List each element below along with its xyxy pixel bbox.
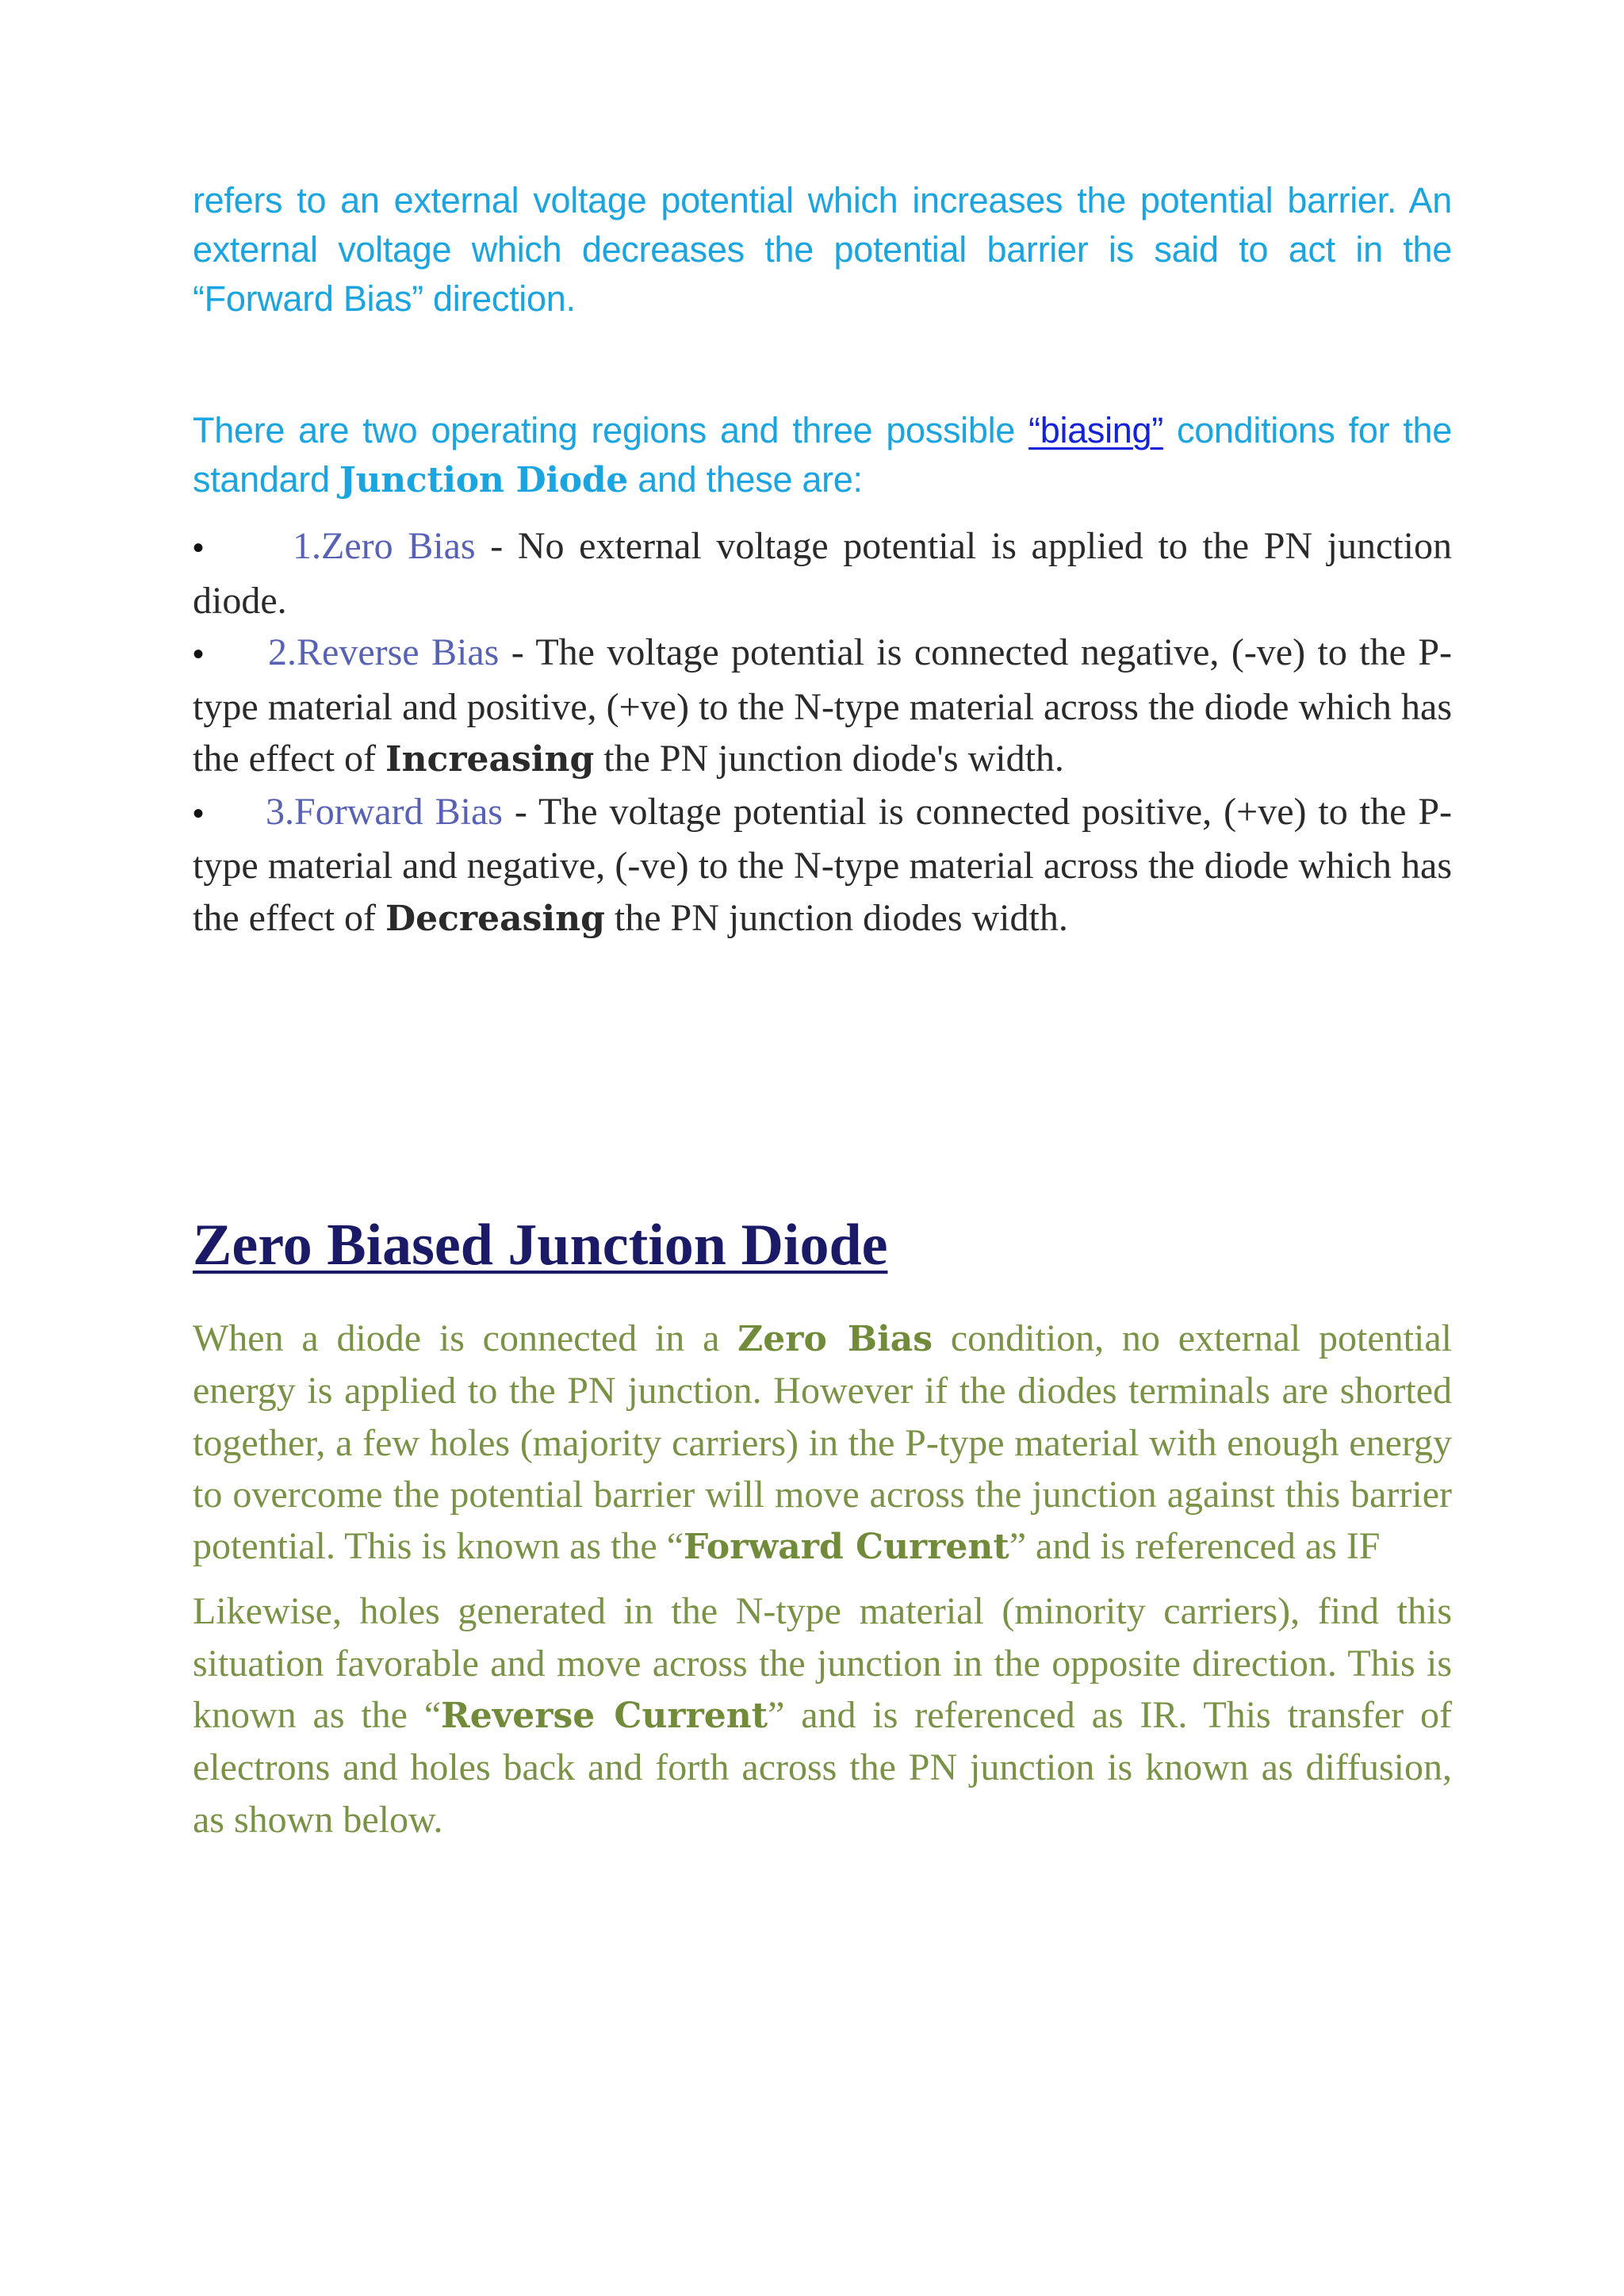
bullet-text: the PN junction diodes width.: [604, 896, 1068, 939]
bias-conditions-list: [193, 520, 1452, 945]
text-run: and these are:: [628, 459, 863, 500]
text-run: When a diode is connected in a: [193, 1317, 738, 1359]
bullet-icon: •: [193, 531, 205, 565]
section-paragraph: [193, 1313, 1452, 1573]
bold-term: Decreasing: [385, 898, 605, 939]
bullet-label: 3.Forward Bias: [266, 790, 503, 833]
bullet-label: 1.Zero Bias: [293, 525, 476, 567]
bullet-text: - The voltage potential is connected positive, (+ve) to the P-type material and negative, (-ve) to the N-type material across the diode which has the effect of: [193, 790, 1453, 939]
bold-term: Forward Current: [684, 1527, 1009, 1568]
text-run: Likewise, holes generated in the N-type material (minority carriers), find this situation favorable and move across the junction in the opposite direction. This is known as the “: [193, 1590, 1452, 1737]
bold-term: Reverse Current: [441, 1696, 768, 1737]
bullet-icon: •: [193, 637, 205, 672]
intro-block: [193, 176, 1452, 505]
text-run: conditions for the standard: [193, 410, 1452, 500]
bullet-text: the PN junction diode's width.: [594, 738, 1064, 780]
text-run: condition, no external potential energy is applied to the PN junction. However if the diodes terminals are shorted together, a few holes (majority carriers) in the P-type material with enough energy to overcome the potential barrier will move across the junction against this barrier potential. This is known as the “: [193, 1317, 1452, 1568]
bold-term: Zero Bias: [737, 1319, 933, 1359]
text-run: There are two operating regions and three possible: [193, 410, 1029, 450]
text-run: ” and is referenced as IR. This transfer of electrons and holes back and forth across the PN junction is known as diffusion, as shown below.: [193, 1694, 1452, 1841]
list-item: [193, 627, 1452, 786]
text-run: ” and is referenced as IF: [1009, 1525, 1381, 1568]
section-heading: Zero Biased Junction Diode: [193, 1213, 888, 1278]
section-paragraph: [193, 1585, 1452, 1845]
bullet-label: 2.Reverse Bias: [268, 631, 500, 673]
list-item: [193, 520, 1452, 627]
biasing-link[interactable]: “biasing”: [1028, 410, 1163, 450]
list-item: [193, 786, 1452, 945]
biasing-conditions-paragraph: [193, 406, 1452, 505]
bullet-text: - No external voltage potential is applied to the PN junction diode.: [193, 525, 1452, 622]
bold-term: Junction Diode: [339, 460, 629, 500]
bold-term: Increasing: [385, 739, 595, 780]
section-body: [193, 1313, 1452, 1846]
bullet-text: - The voltage potential is connected negative, (-ve) to the P-type material and positive, (+ve) to the N-type material across the diode which has the effect of: [193, 631, 1453, 780]
intro-paragraph: refers to an external voltage potential which increases the potential barrier. An external voltage which decreases the potential barrier is said to act in the “Forward Bias” direction.: [193, 180, 1452, 319]
bullet-icon: •: [193, 795, 205, 831]
